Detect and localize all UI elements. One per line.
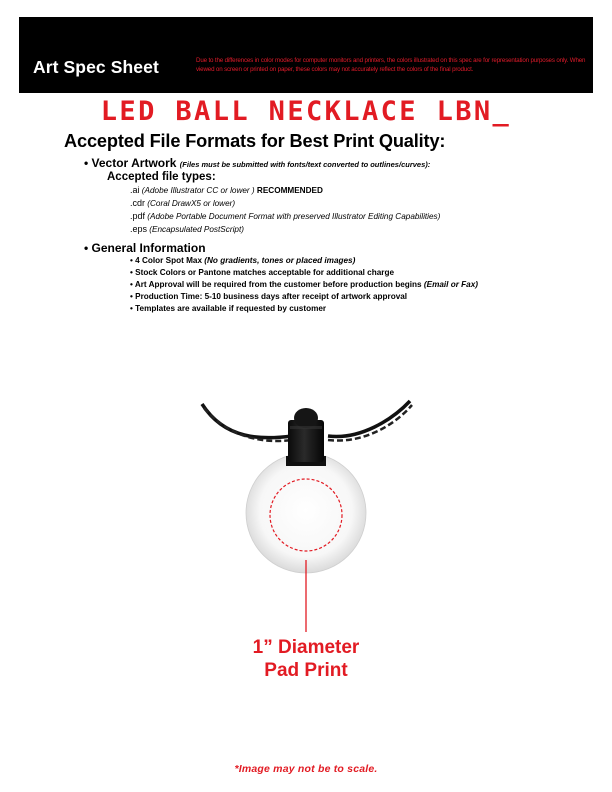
list-item: .ai (Adobe Illustrator CC or lower ) RECOMMENDED — [130, 185, 323, 195]
product-illustration — [0, 390, 612, 640]
list-item: .eps (Encapsulated PostScript) — [130, 224, 244, 235]
formats-heading: Accepted File Formats for Best Print Quality: — [64, 131, 446, 151]
list-item: • 4 Color Spot Max (No gradients, tones or placed images) — [130, 256, 356, 265]
accepted-types-title: Accepted file types: — [107, 171, 216, 183]
vector-artwork-label: • Vector Artwork — [84, 156, 177, 170]
list-item: • Art Approval will be required from the customer before production begins (Email or Fax) — [130, 280, 479, 290]
header-title: Art Spec Sheet — [33, 57, 159, 77]
socket-cap — [286, 408, 326, 466]
general-info-list — [130, 255, 478, 315]
ball-bulb — [246, 453, 366, 573]
imprint-method: Pad Print — [264, 660, 348, 681]
list-item: .cdr (Coral DrawX5 or lower) — [130, 198, 236, 209]
list-item: • Stock Colors or Pantone matches acceptable for additional charge — [130, 268, 395, 278]
list-item: • Templates are available if requested by customer — [130, 304, 327, 314]
general-info-title: • General Information — [84, 241, 206, 255]
vector-artwork-note: (Files must be submitted with fonts/text converted to outlines/curves): — [179, 160, 431, 169]
imprint-size: 1” Diameter — [252, 637, 360, 658]
list-item: .pdf (Adobe Portable Document Format with preserved Illustrator Editing Capabilities) — [130, 211, 441, 222]
vector-artwork-title — [84, 156, 430, 170]
header-banner — [19, 17, 593, 93]
product-title: LED BALL NECKLACE LBN_ — [100, 96, 512, 127]
file-type-list — [130, 184, 440, 236]
scale-disclaimer: *Image may not be to scale. — [234, 763, 378, 775]
color-disclaimer: Due to the differences in color modes for computer monitors and printers, the colors illustrated on this spec are for representation purposes only. When viewed on screen or printed on paper, these colors may not accurately reflect the colors of the final product. — [196, 57, 586, 73]
imprint-caption — [0, 636, 612, 682]
list-item: • Production Time: 5-10 business days after receipt of artwork approval — [130, 292, 408, 302]
